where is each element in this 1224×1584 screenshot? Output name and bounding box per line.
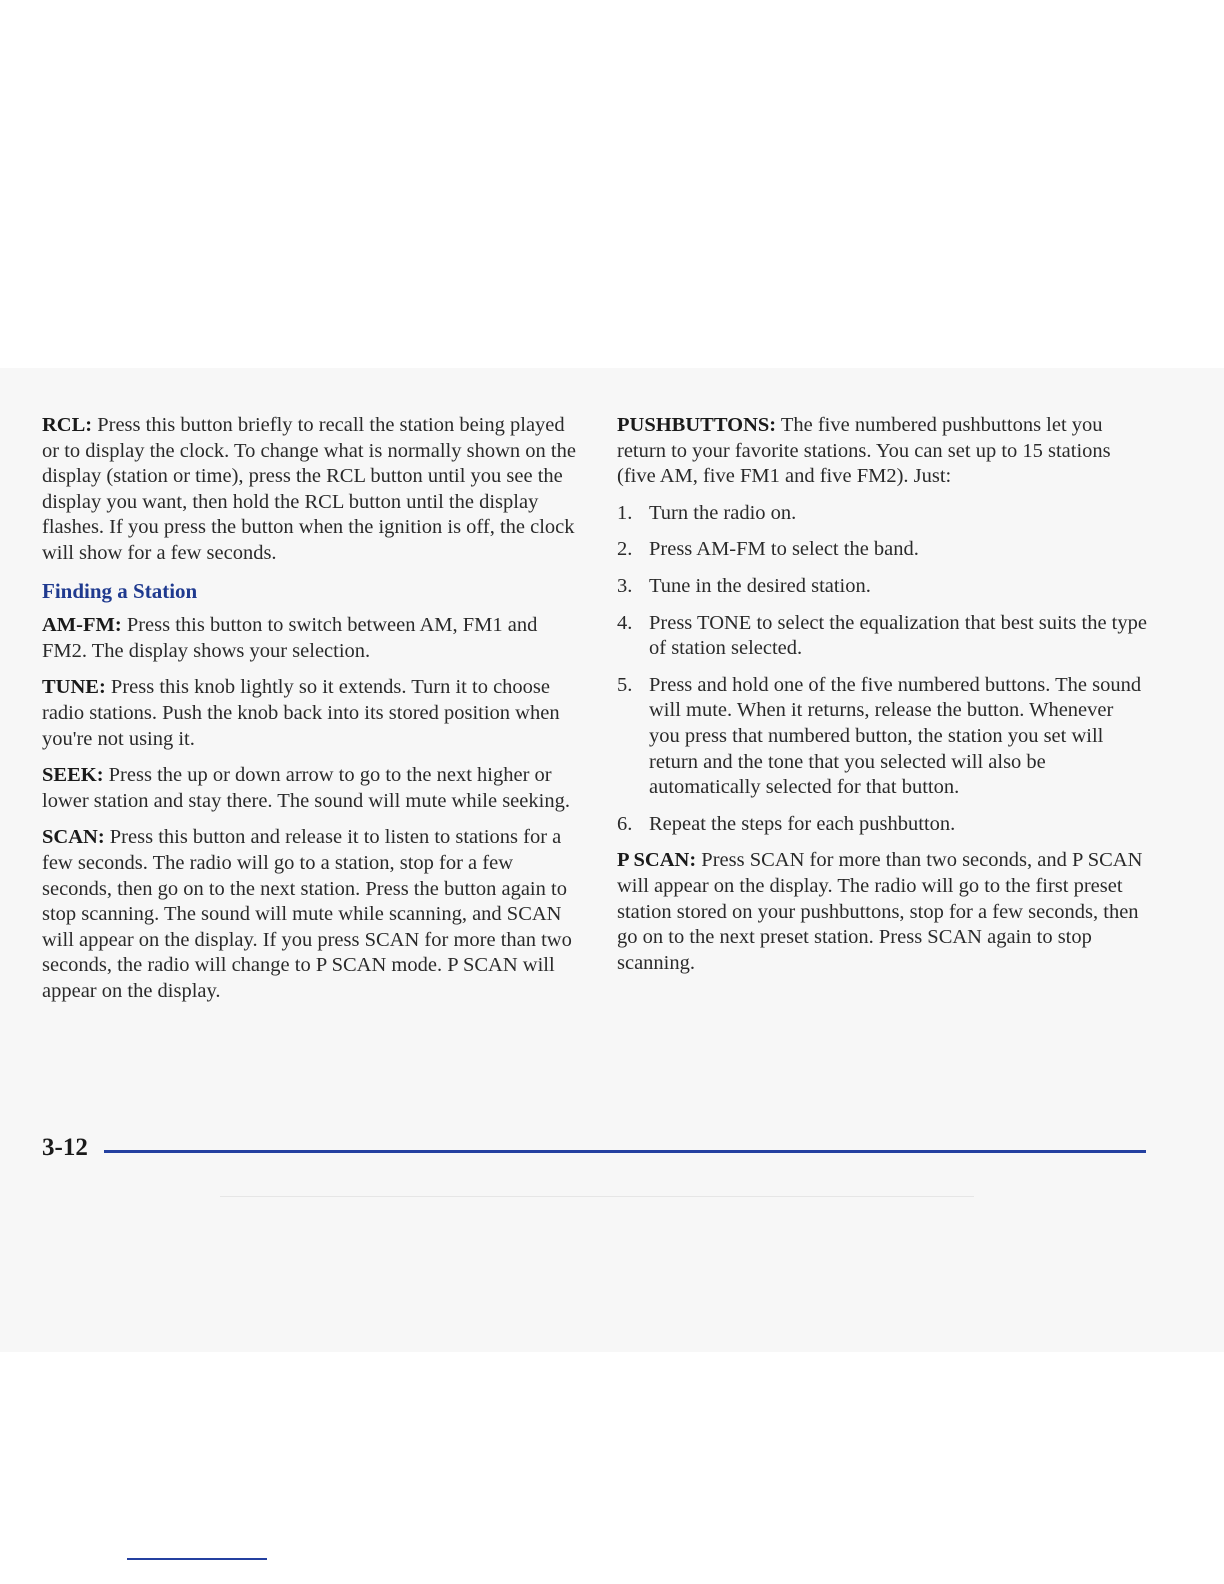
rcl-paragraph	[42, 413, 576, 567]
faint-divider	[220, 1196, 974, 1197]
step-text: Turn the radio on.	[649, 501, 797, 524]
step-number: 1.	[617, 501, 633, 524]
step-number: 6.	[617, 812, 633, 835]
step-number: 3.	[617, 574, 633, 597]
amfm-term: AM-FM:	[42, 614, 122, 637]
list-item	[617, 574, 1147, 600]
pushbuttons-paragraph	[617, 413, 1147, 490]
step-number: 2.	[617, 538, 633, 561]
pushbuttons-term: PUSHBUTTONS:	[617, 414, 777, 436]
amfm-paragraph	[42, 613, 576, 664]
list-item	[617, 673, 1147, 801]
rcl-term: RCL:	[42, 414, 93, 436]
pscan-term: P SCAN:	[617, 849, 697, 872]
tune-paragraph	[42, 675, 576, 752]
seek-paragraph	[42, 763, 576, 814]
scan-text: Press this button and release it to listen to stations for a few seconds. The radio will go to a station, stop for a few seconds, then go on to the next station. Press the button again to stop scanning. The sound will mute while scanning, and SCAN will appear on the display. If you press SCAN for more than two seconds, the radio will change to P SCAN mode. P SCAN will appear on the display.	[42, 826, 572, 1002]
tune-term: TUNE:	[42, 676, 106, 699]
list-item	[617, 611, 1147, 662]
step-text: Tune in the desired station.	[649, 574, 871, 597]
step-number: 5.	[617, 673, 633, 696]
pscan-text: Press SCAN for more than two seconds, and P SCAN will appear on the display. The radio will go to the first preset station stored on your pushbuttons, stop for a few seconds, then go on to the next preset station. Press SCAN again to stop scanning.	[617, 849, 1143, 974]
pushbuttons-text: The five numbered pushbuttons let you return to your favorite stations. You can set up to 15 stations (five AM, five FM1 and five FM2). Just:	[617, 414, 1111, 488]
step-text: Press AM-FM to select the band.	[649, 538, 919, 561]
page-number: 3-12	[42, 1134, 88, 1161]
pscan-paragraph	[617, 848, 1147, 976]
amfm-text: Press this button to switch between AM, FM1 and FM2. The display shows your selection.	[42, 614, 538, 662]
left-column	[42, 413, 576, 1015]
section-heading: Finding a Station	[42, 578, 198, 603]
scan-paragraph	[42, 825, 576, 1004]
footer-rule	[104, 1150, 1146, 1153]
list-item	[617, 537, 1147, 563]
step-text: Press TONE to select the equalization that best suits the type of station selected.	[649, 611, 1147, 660]
step-number: 4.	[617, 611, 633, 634]
step-text: Press and hold one of the five numbered buttons. The sound will mute. When it returns, release the button. Whenever you press that numbered button, the station you set will return and the tone that you selected will also be automatically selected for that button.	[649, 673, 1142, 799]
bottom-divider	[127, 1558, 267, 1560]
steps-list	[617, 501, 1147, 838]
list-item	[617, 812, 1147, 838]
scan-term: SCAN:	[42, 826, 105, 849]
step-text: Repeat the steps for each pushbutton.	[649, 812, 956, 835]
page-footer	[42, 1134, 1146, 1170]
rcl-text: Press this button briefly to recall the station being played or to display the clock. To change what is normally shown on the display (station or time), press the RCL button until you see the display you want, then hold the RCL button until the display flashes. If you press the button when the ignition is off, the clock will show for a few seconds.	[42, 414, 576, 564]
seek-term: SEEK:	[42, 764, 104, 787]
tune-text: Press this knob lightly so it extends. Turn it to choose radio stations. Push the knob back into its stored position when you're not using it.	[42, 676, 560, 750]
seek-text: Press the up or down arrow to go to the next higher or lower station and stay there. The sound will mute while seeking.	[42, 764, 570, 812]
right-column	[617, 413, 1147, 987]
list-item	[617, 501, 1147, 527]
